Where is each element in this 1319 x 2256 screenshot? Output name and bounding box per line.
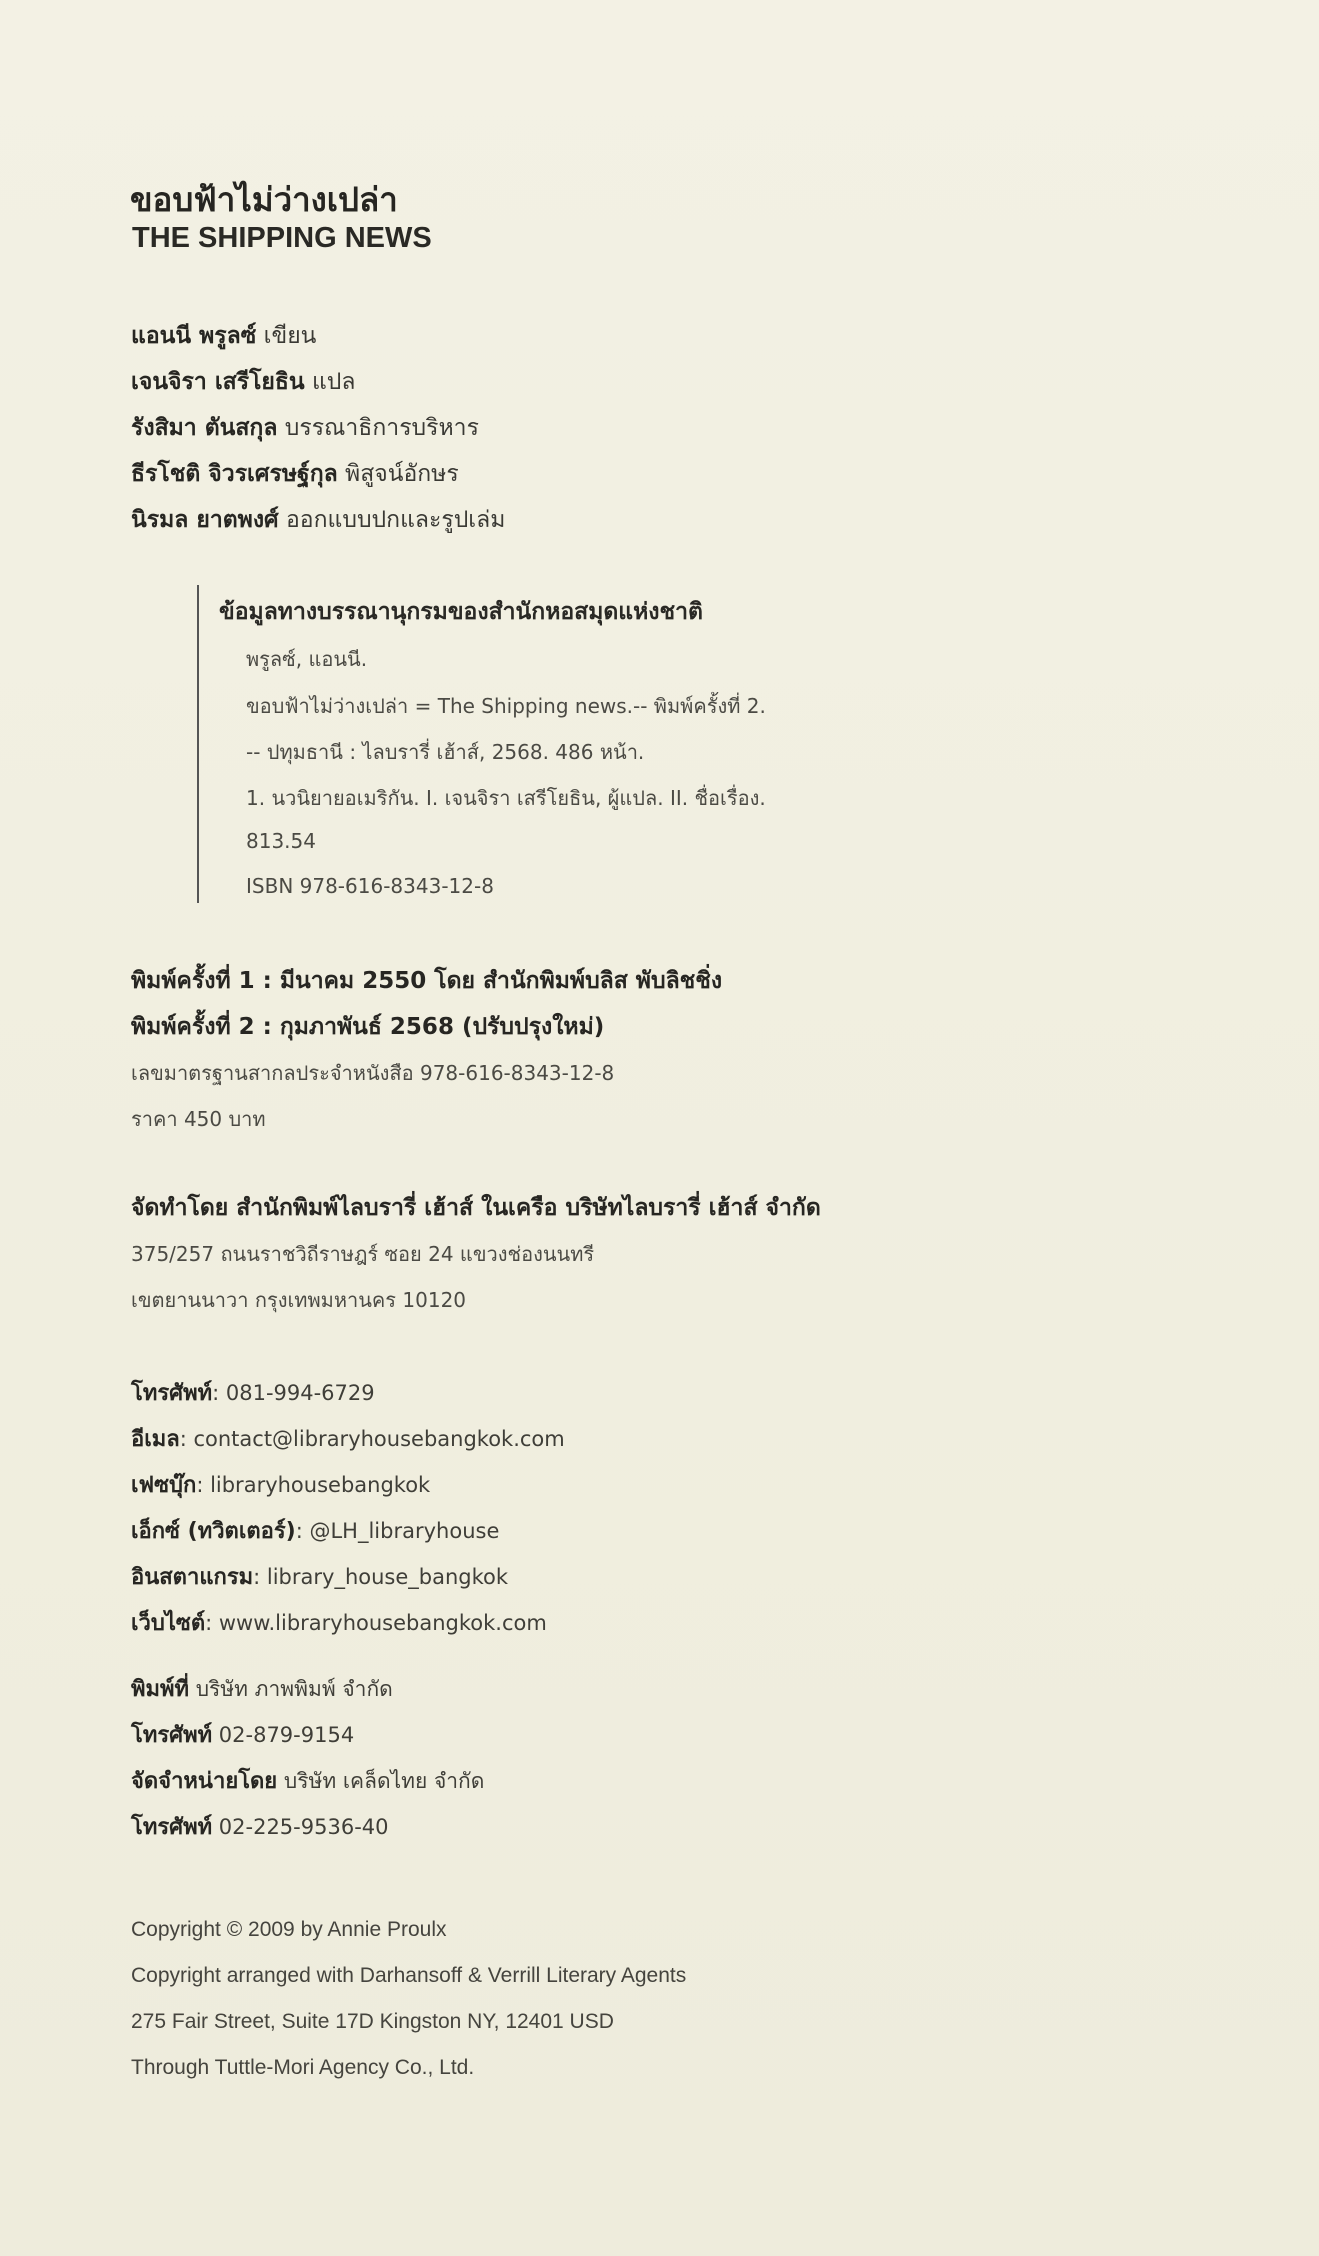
printing-value: 02-879-9154 — [212, 1723, 355, 1747]
credit-role: ออกแบบปกและรูปเล่ม — [285, 507, 506, 533]
publisher-address-1: 375/257 ถนนราชวิถีราษฎร์ ซอย 24 แขวงช่องนนทรี — [131, 1242, 595, 1266]
contact-phone — [131, 1375, 375, 1410]
credit-designer — [131, 502, 505, 538]
book-title-thai: ขอบฟ้าไม่ว่างเปล่า — [130, 180, 398, 219]
contact-instagram — [131, 1559, 508, 1594]
contact-value: : 081-994-6729 — [212, 1381, 375, 1405]
book-title-english: THE SHIPPING NEWS — [132, 222, 432, 254]
credit-author — [131, 318, 316, 354]
credit-role: แปล — [311, 369, 356, 395]
printer-phone — [131, 1717, 354, 1752]
edition-first — [131, 963, 722, 999]
credit-role: พิสูจน์อักษร — [345, 461, 459, 487]
credit-name: เจนจิรา เสรีโยธิน — [131, 369, 305, 395]
contact-label: อีเมล — [131, 1427, 180, 1452]
printer-line — [131, 1671, 393, 1706]
copyright-line: Copyright © 2009 by Annie Proulx — [131, 1918, 447, 1941]
contact-label: อินสตาแกรม — [131, 1565, 254, 1590]
cip-heading: ข้อมูลทางบรรณานุกรมของสำนักหอสมุดแห่งชาติ — [219, 599, 703, 625]
printing-value: บริษัท ภาพพิมพ์ จำกัด — [189, 1677, 393, 1701]
credit-role: เขียน — [263, 323, 317, 349]
credit-name: ธีรโชติ จิวรเศรษฐ์กุล — [131, 461, 338, 487]
edition-value: : มีนาคม 2550 โดย สำนักพิมพ์บลิส พับลิชชิ่ง — [254, 968, 723, 994]
contact-value: : www.libraryhousebangkok.com — [205, 1611, 547, 1635]
printing-value: บริษัท เคล็ดไทย จำกัด — [277, 1769, 485, 1793]
price-line: ราคา 450 บาท — [131, 1107, 266, 1131]
contact-value: : @LH_libraryhouse — [295, 1519, 500, 1543]
publisher-heading: จัดทำโดย สำนักพิมพ์ไลบรารี่ เฮ้าส์ ในเครือ บริษัทไลบรารี่ เฮ้าส์ จำกัด — [131, 1195, 821, 1221]
cip-line: ขอบฟ้าไม่ว่างเปล่า = The Shipping news.-- พิมพ์ครั้งที่ 2. — [246, 694, 766, 718]
printing-label: โทรศัพท์ — [131, 1723, 213, 1748]
printing-label: โทรศัพท์ — [131, 1815, 213, 1840]
credit-name: นิรมล ยาตพงศ์ — [131, 507, 279, 533]
cip-line: -- ปทุมธานี : ไลบรารี่ เฮ้าส์, 2568. 486 หน้า. — [246, 740, 645, 764]
isbn-line: เลขมาตรฐานสากลประจำหนังสือ 978-616-8343-12-8 — [131, 1061, 615, 1085]
contact-label: เว็บไซต์ — [131, 1611, 206, 1636]
credit-name: แอนนี พรูลซ์ — [131, 323, 257, 349]
contact-x-twitter — [131, 1513, 499, 1548]
cip-line: 1. นวนิยายอเมริกัน. I. เจนจิรา เสรีโยธิน, ผู้แปล. II. ชื่อเรื่อง. — [246, 786, 766, 810]
credit-editor — [131, 410, 479, 446]
edition-label: พิมพ์ครั้งที่ 2 — [131, 1014, 255, 1040]
edition-label: พิมพ์ครั้งที่ 1 — [131, 968, 255, 994]
publisher-address-2: เขตยานนาวา กรุงเทพมหานคร 10120 — [131, 1288, 467, 1312]
contact-value: : library_house_bangkok — [253, 1565, 509, 1589]
credit-name: รังสิมา ตันสกุล — [131, 415, 278, 441]
contact-facebook — [131, 1467, 430, 1502]
printing-label: จัดจำหน่ายโดย — [131, 1769, 278, 1794]
printing-label: พิมพ์ที่ — [131, 1677, 190, 1702]
distributor-line — [131, 1763, 484, 1798]
contact-website — [131, 1605, 547, 1640]
cip-line: 813.54 — [246, 829, 316, 853]
contact-value: : contact@libraryhousebangkok.com — [179, 1427, 565, 1451]
cip-line: ISBN 978-616-8343-12-8 — [246, 874, 494, 898]
contact-label: เฟซบุ๊ก — [131, 1473, 197, 1498]
distributor-phone — [131, 1809, 389, 1844]
contact-email — [131, 1421, 565, 1456]
contact-label: โทรศัพท์ — [131, 1381, 213, 1406]
copyright-line: Through Tuttle-Mori Agency Co., Ltd. — [131, 2056, 475, 2079]
edition-value: : กุมภาพันธ์ 2568 (ปรับปรุงใหม่) — [254, 1014, 605, 1040]
cip-line: พรูลซ์, แอนนี. — [246, 647, 368, 671]
credit-role: บรรณาธิการบริหาร — [284, 415, 479, 441]
copyright-line: Copyright arranged with Darhansoff & Verrill Literary Agents — [131, 1964, 687, 1987]
copyright-line: 275 Fair Street, Suite 17D Kingston NY, 12401 USD — [131, 2010, 614, 2033]
credit-proofreader — [131, 456, 459, 492]
credit-translator — [131, 364, 356, 400]
printing-value: 02-225-9536-40 — [212, 1815, 389, 1839]
edition-second — [131, 1009, 604, 1045]
contact-label: เอ็กซ์ (ทวิตเตอร์) — [131, 1519, 296, 1544]
contact-value: : libraryhousebangkok — [196, 1473, 431, 1497]
